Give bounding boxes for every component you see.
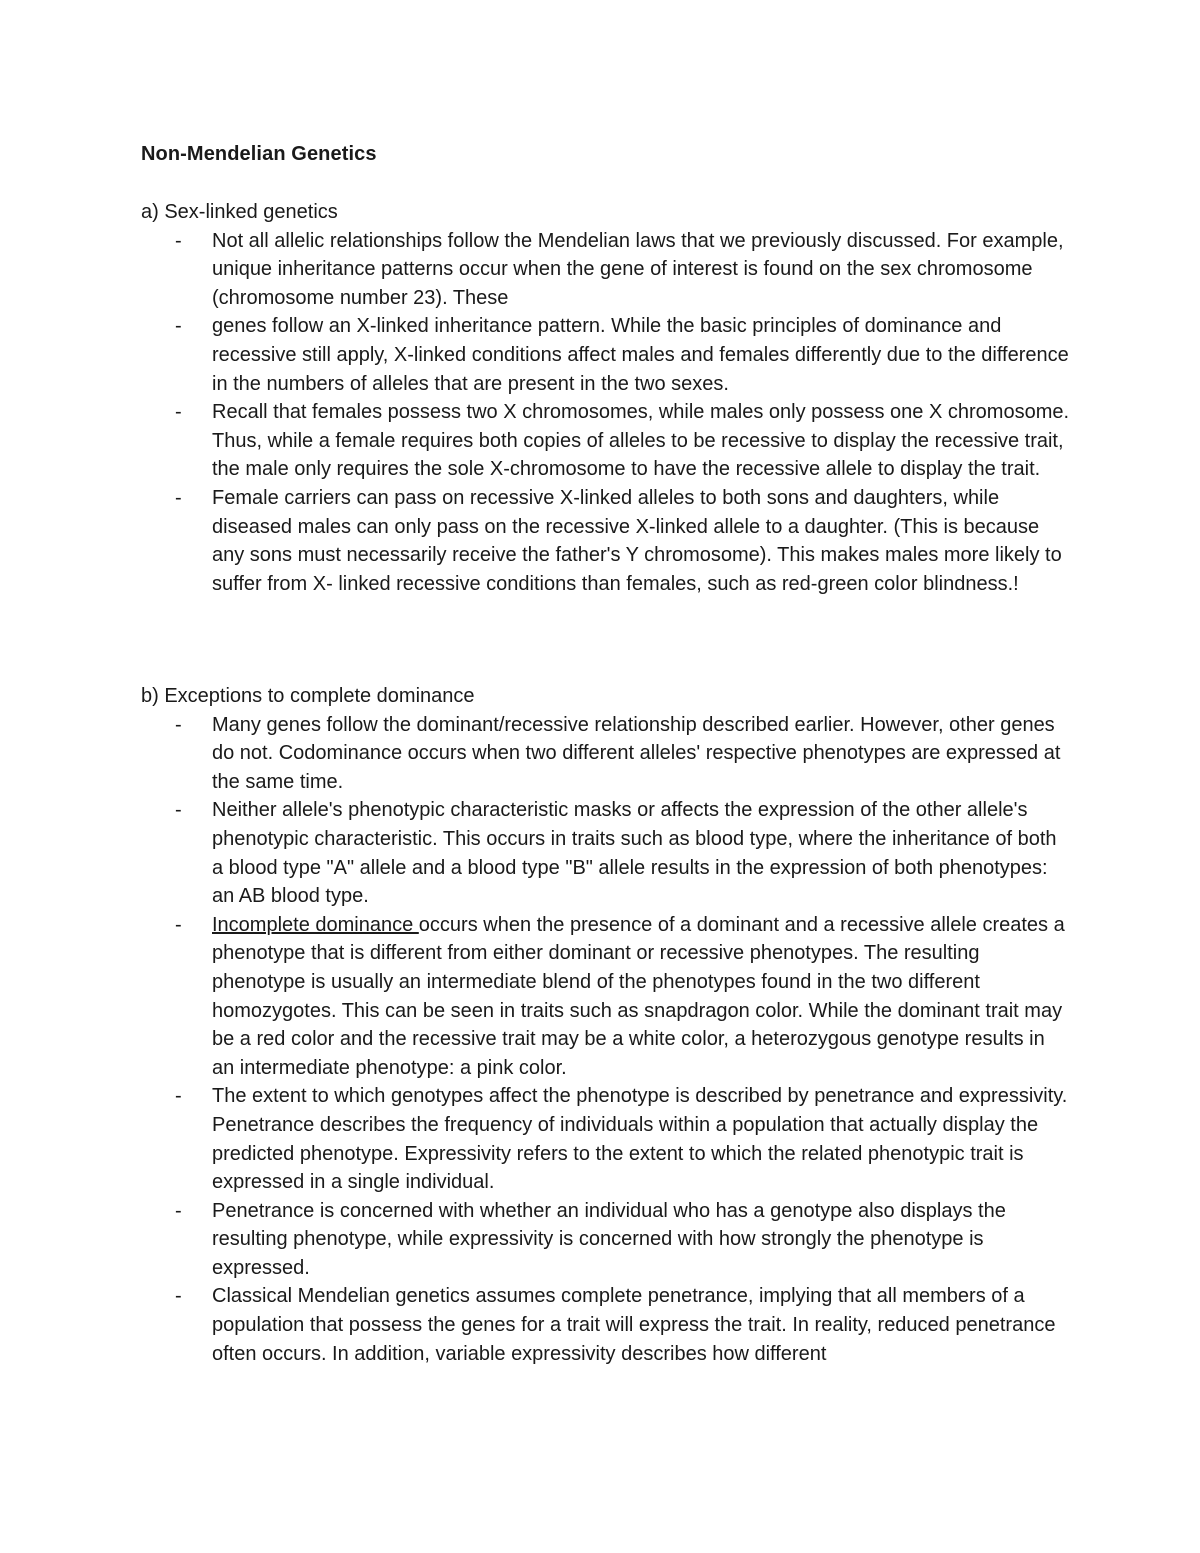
list-item	[141, 911, 1071, 1083]
bullet-dash: -	[175, 229, 182, 252]
list-item	[141, 227, 1071, 313]
section-exceptions-to-complete-dominance	[141, 682, 1071, 1368]
list-item	[141, 711, 1071, 797]
list-item	[141, 312, 1071, 398]
bullet-text: Not all allelic relationships follow the Mendelian laws that we previously discussed. For example, unique inheritance patterns occur when the gene of interest is found on the sex chromosome (chromosome number 23). These	[212, 229, 1064, 309]
section-heading-a: a) Sex-linked genetics	[141, 201, 338, 223]
list-item	[141, 398, 1071, 484]
bullet-dash: -	[175, 401, 182, 424]
bullet-dash: -	[175, 1285, 182, 1308]
bullet-text: Female carriers can pass on recessive X-linked alleles to both sons and daughters, while diseased males can only pass on the recessive X-linked allele to a daughter. (This is because any sons must necessarily receive the father's Y chromosome). This makes males more likely to suffer from X- linked recessive conditions than females, such as red-green color blindness.!	[212, 486, 1062, 595]
bullet-text: The extent to which genotypes affect the phenotype is described by penetrance and expressivity. Penetrance describes the frequency of individuals within a population that actually display the predicted phenotype. Expressivity refers to the extent to which the related phenotypic trait is expressed in a single individual.	[212, 1085, 1068, 1194]
section-sex-linked-genetics	[141, 198, 1071, 598]
list-item	[141, 1282, 1071, 1368]
section-heading-b: b) Exceptions to complete dominance	[141, 685, 475, 707]
bullet-list-a	[141, 227, 1071, 599]
bullet-text: Recall that females possess two X chromosomes, while males only possess one X chromosome. Thus, while a female requires both copies of alleles to be recessive to display the recessive trait, the male only requires the sole X-chromosome to have the recessive allele to display the trait.	[212, 401, 1070, 481]
bullet-text: occurs when the presence of a dominant and a recessive allele creates a phenotype that is different from either dominant or recessive phenotypes. The resulting phenotype is usually an intermediate blend of the phenotypes found in the two different homozygotes. This can be seen in traits such as snapdragon color. While the dominant trait may be a red color and the recessive trait may be a white color, a heterozygous genotype results in an intermediate phenotype: a pink color.	[212, 913, 1065, 1079]
underlined-term-incomplete-dominance: Incomplete dominance	[212, 913, 419, 936]
list-item	[141, 484, 1071, 598]
bullet-text: Many genes follow the dominant/recessive relationship described earlier. However, other genes do not. Codominance occurs when two different alleles' respective phenotypes are expressed at the same time.	[212, 713, 1061, 793]
bullet-dash: -	[175, 913, 182, 936]
list-item	[141, 1197, 1071, 1283]
bullet-dash: -	[175, 1085, 182, 1108]
bullet-text: Penetrance is concerned with whether an individual who has a genotype also displays the resulting phenotype, while expressivity is concerned with how strongly the phenotype is expressed.	[212, 1199, 1006, 1279]
bullet-dash: -	[175, 799, 182, 822]
list-item	[141, 1082, 1071, 1196]
bullet-dash: -	[175, 713, 182, 736]
document-title: Non-Mendelian Genetics	[141, 143, 377, 165]
bullet-dash: -	[175, 315, 182, 338]
bullet-dash: -	[175, 1199, 182, 1222]
bullet-dash: -	[175, 486, 182, 509]
bullet-text: Neither allele's phenotypic characteristic masks or affects the expression of the other allele's phenotypic characteristic. This occurs in traits such as blood type, where the inheritance of both a blood type "A" allele and a blood type "B" allele results in the expression of both phenotypes: an AB blood type.	[212, 799, 1057, 908]
list-item	[141, 796, 1071, 910]
bullet-text: genes follow an X-linked inheritance pattern. While the basic principles of dominance and recessive still apply, X-linked conditions affect males and females differently due to the difference in the numbers of alleles that are present in the two sexes.	[212, 315, 1069, 395]
bullet-list-b	[141, 711, 1071, 1369]
bullet-text: Classical Mendelian genetics assumes complete penetrance, implying that all members of a population that possess the genes for a trait will express the trait. In reality, reduced penetrance often occurs. In addition, variable expressivity describes how different	[212, 1285, 1056, 1365]
